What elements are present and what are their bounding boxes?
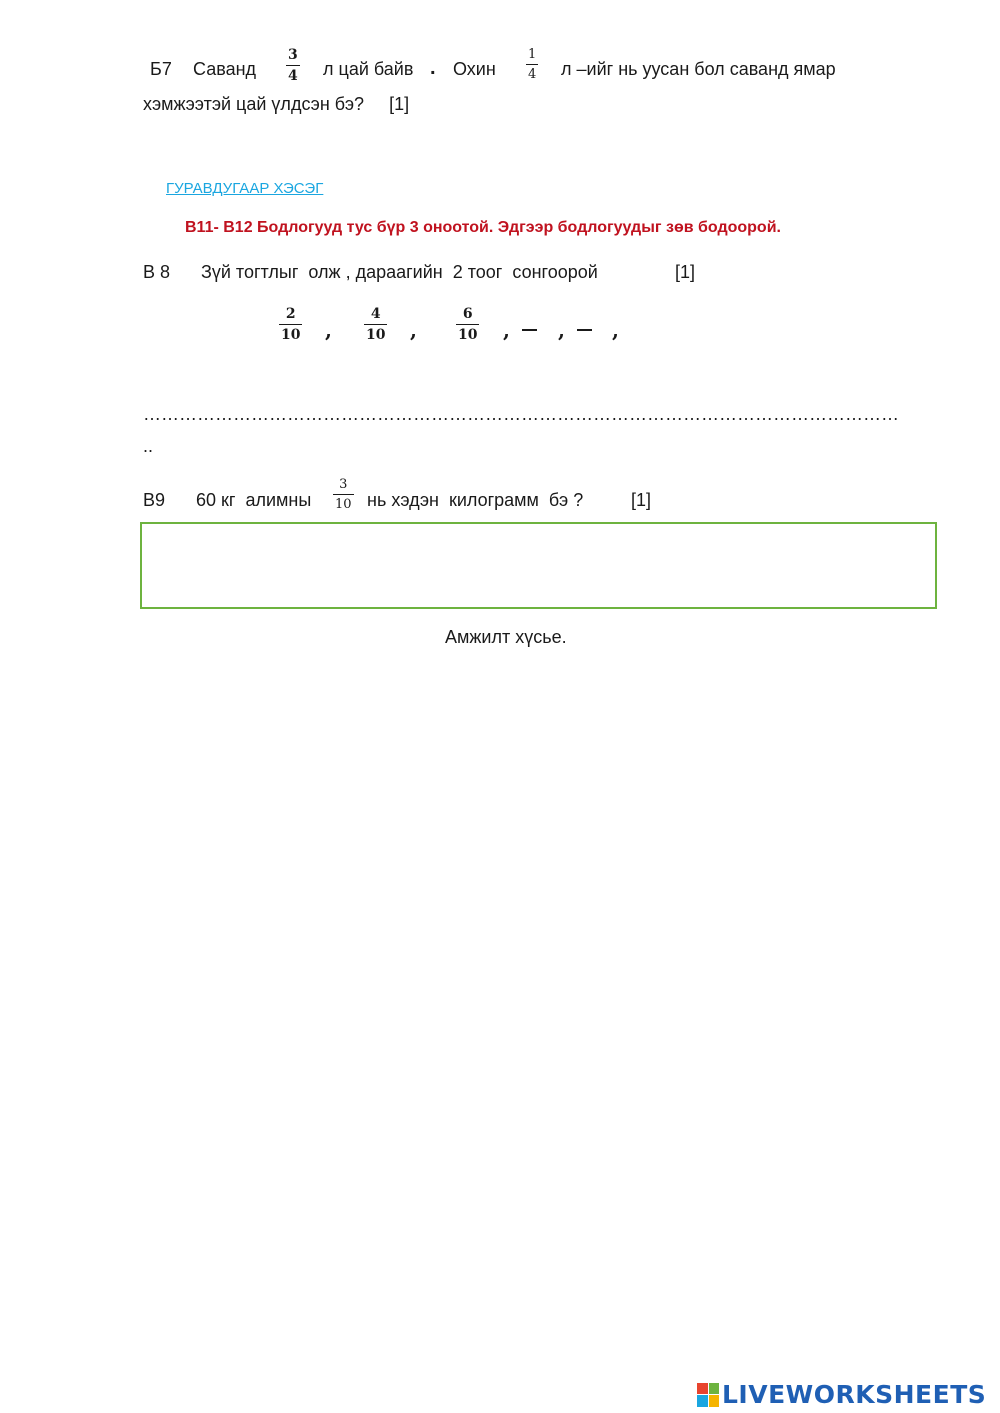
fraction-three-tenths	[333, 478, 354, 511]
problem-v9-text-part2: нь хэдэн килограмм бэ ?	[367, 490, 584, 510]
answer-blank-2[interactable]	[577, 329, 592, 331]
logo-square	[709, 1383, 720, 1395]
fraction-denominator: 10	[335, 497, 352, 512]
fraction-denominator: 10	[281, 327, 301, 343]
problem-v8-number: В 8	[143, 262, 171, 282]
liveworksheets-logo	[697, 1380, 986, 1409]
fraction-denominator: 4	[288, 68, 298, 84]
logo-text: LIVEWORKSHEETS	[722, 1380, 987, 1409]
answer-blank-1[interactable]	[522, 329, 537, 331]
fraction-bar	[286, 65, 300, 66]
logo-square	[697, 1395, 708, 1407]
problem-v9-mark: [1]	[631, 490, 652, 510]
section-three-note: В11- В12 Бодлогууд тус бүр 3 оноотой. Эдгээр бодлогуудыг зөв бодоорой.	[185, 219, 781, 236]
fraction-three-quarters	[286, 48, 300, 83]
fraction-numerator: 2	[285, 306, 296, 322]
fraction-bar	[364, 324, 387, 325]
answer-input-box[interactable]	[140, 522, 937, 609]
problem-b7-text-part1: Саванд	[193, 59, 257, 79]
sequence-fraction-2	[364, 307, 387, 342]
problem-v9-text-part1: 60 кг алимны	[196, 490, 312, 510]
fraction-numerator: 1	[528, 47, 537, 62]
logo-square	[697, 1383, 708, 1395]
closing-message: Амжилт хүсье.	[445, 627, 567, 647]
sequence-fraction-3	[456, 307, 479, 342]
fraction-numerator: 3	[288, 47, 298, 63]
logo-square	[709, 1395, 720, 1407]
fraction-bar	[456, 324, 479, 325]
fraction-numerator: 3	[339, 477, 348, 492]
sequence-comma: ,	[503, 318, 510, 342]
logo-mark-icon	[697, 1383, 719, 1407]
fraction-numerator: 4	[370, 306, 381, 322]
problem-b7-text-part4: л –ийг нь уусан бол саванд ямар	[561, 59, 836, 79]
answer-dotted-line-end: ..	[143, 436, 154, 456]
fraction-denominator: 4	[528, 67, 537, 82]
sequence-comma: ,	[410, 318, 417, 342]
problem-b7-number: Б7	[150, 59, 172, 79]
fraction-numerator: 6	[462, 306, 473, 322]
sequence-comma: ,	[558, 318, 565, 342]
fraction-bar	[526, 64, 538, 65]
sequence-fraction-1	[279, 307, 302, 342]
problem-b7-text-part3: Охин	[453, 59, 496, 79]
problem-v8-text: Зүй тогтлыг олж , дараагийн 2 тоог сонгоорой	[201, 262, 598, 282]
fraction-denominator: 10	[366, 327, 386, 343]
sequence-comma: ,	[325, 318, 332, 342]
problem-b7-dot: .	[430, 57, 436, 79]
fraction-one-quarter	[526, 48, 538, 81]
section-three-link[interactable]: ГУРАВДУГААР ХЭСЭГ	[166, 180, 324, 197]
answer-dotted-line[interactable]: ………………………………………………………………………………………………………………	[143, 404, 899, 424]
fraction-bar	[333, 494, 354, 495]
problem-v8-mark: [1]	[675, 262, 696, 282]
problem-b7-text-part2: л цай байв	[323, 59, 414, 79]
problem-v9-number: В9	[143, 490, 166, 510]
fraction-bar	[279, 324, 302, 325]
fraction-denominator: 10	[458, 327, 478, 343]
problem-b7-text-line2: хэмжээтэй цай үлдсэн бэ? [1]	[143, 94, 410, 114]
sequence-comma: ,	[612, 318, 619, 342]
